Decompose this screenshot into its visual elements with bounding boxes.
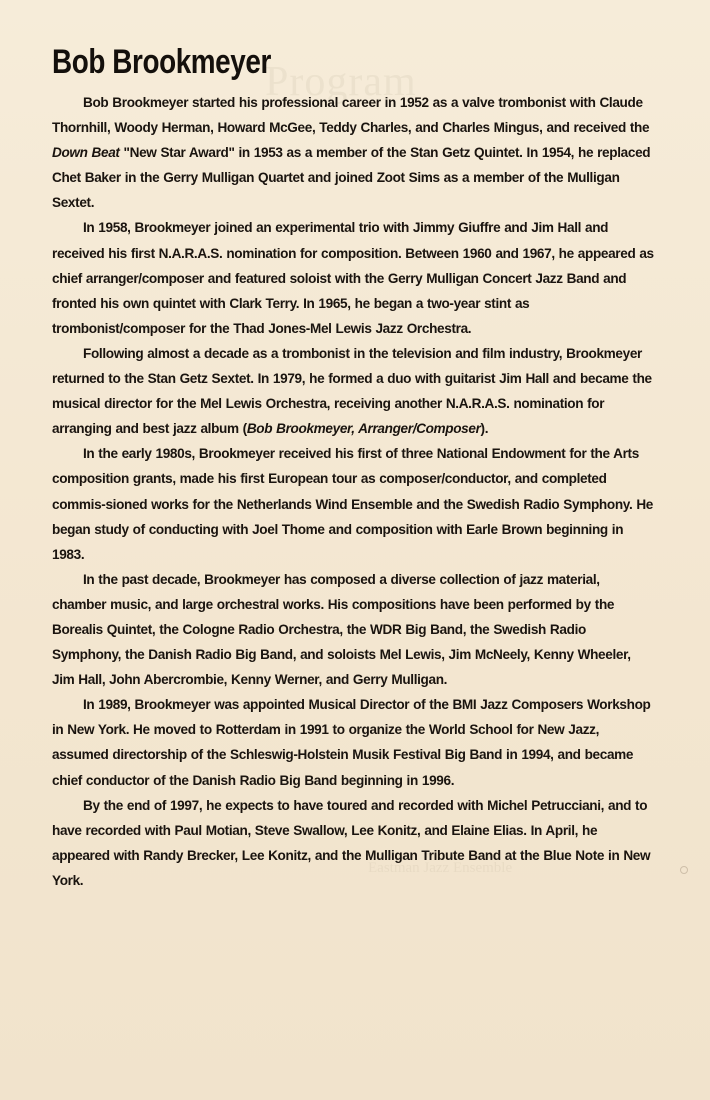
publication-title: Down Beat [52, 145, 120, 161]
paper-speck [680, 866, 688, 874]
bleed-through-footer: Eastman Jazz Ensemble [368, 860, 513, 876]
paragraph-1997: By the end of 1997, he expects to have toured and recorded with Michel Petrucciani, and to have recorded with Paul Motian, Steve Swallow, Lee Konitz, and Elaine Elias. In April, he appeared with Randy Brecker, Lee Konitz, and the Mulligan Tribute Band at the Blue Note in New York. [52, 797, 651, 888]
biography-body [52, 90, 654, 893]
paragraph-career-start: Bob Brookmeyer started his professional career in 1952 as a valve trombonist with Claude Thornhill, Woody Herman, Howard McGee, Teddy Charles, and Charles Mingus, and received the Down Beat "New Star Award" in 1953 as a member of the Stan Getz Quintet. In 1954, he replaced Chet Baker in the Gerry Mulligan Quartet and joined Zoot Sims as a member of the Mulligan Sextet. [52, 95, 651, 211]
paragraph-1989: In 1989, Brookmeyer was appointed Musical Director of the BMI Jazz Composers Workshop in New York. He moved to Rotterdam in 1991 to organize the World School for New Jazz, assumed directorship of the Schleswig-Holstein Musik Festival Big Band in 1994, and became chief conductor of the Danish Radio Big Band beginning in 1996. [52, 697, 651, 788]
album-title: Bob Brookmeyer, Arranger/Composer [246, 421, 481, 437]
paragraph-past-decade: In the past decade, Brookmeyer has composed a diverse collection of jazz material, chamber music, and large orchestral works. His compositions have been performed by the Borealis Quintet, the Cologne Radio Orchestra, the WDR Big Band, the Swedish Radio Symphony, the Danish Radio Big Band, and soloists Mel Lewis, Jim McNeely, Kenny Wheeler, Jim Hall, John Abercrombie, Kenny Werner, and Gerry Mulligan. [52, 571, 631, 688]
paragraph-1979: Following almost a decade as a trombonist in the television and film industry, Brookmeyer returned to the Stan Getz Sextet. In 1979, he formed a duo with guitarist Jim Hall and became the musical director for the Mel Lewis Orchestra, receiving another N.A.R.A.S. nomination for arranging and best jazz album (Bob Brookmeyer, Arranger/Composer). [52, 345, 652, 437]
paragraph-1980s: In the early 1980s, Brookmeyer received his first of three National Endowment for the Arts composition grants, made his first European tour as composer/conductor, and completed commis-sioned works for the Netherlands Wind Ensemble and the Swedish Radio Symphony. He began study of conducting with Joel Thome and composition with Earle Brown beginning in 1983. [52, 446, 654, 562]
bleed-through-title: Program [265, 59, 417, 105]
paragraph-1958: In 1958, Brookmeyer joined an experimental trio with Jimmy Giuffre and Jim Hall and received his first N.A.R.A.S. nomination for composition. Between 1960 and 1967, he appeared as chief arranger/composer and featured soloist with the Gerry Mulligan Concert Jazz Band and fronted his own quintet with Clark Terry. In 1965, he began a two-year stint as trombonist/composer for the Thad Jones-Mel Lewis Jazz Orchestra. [52, 220, 654, 336]
page-title: Bob Brookmeyer [52, 43, 271, 81]
